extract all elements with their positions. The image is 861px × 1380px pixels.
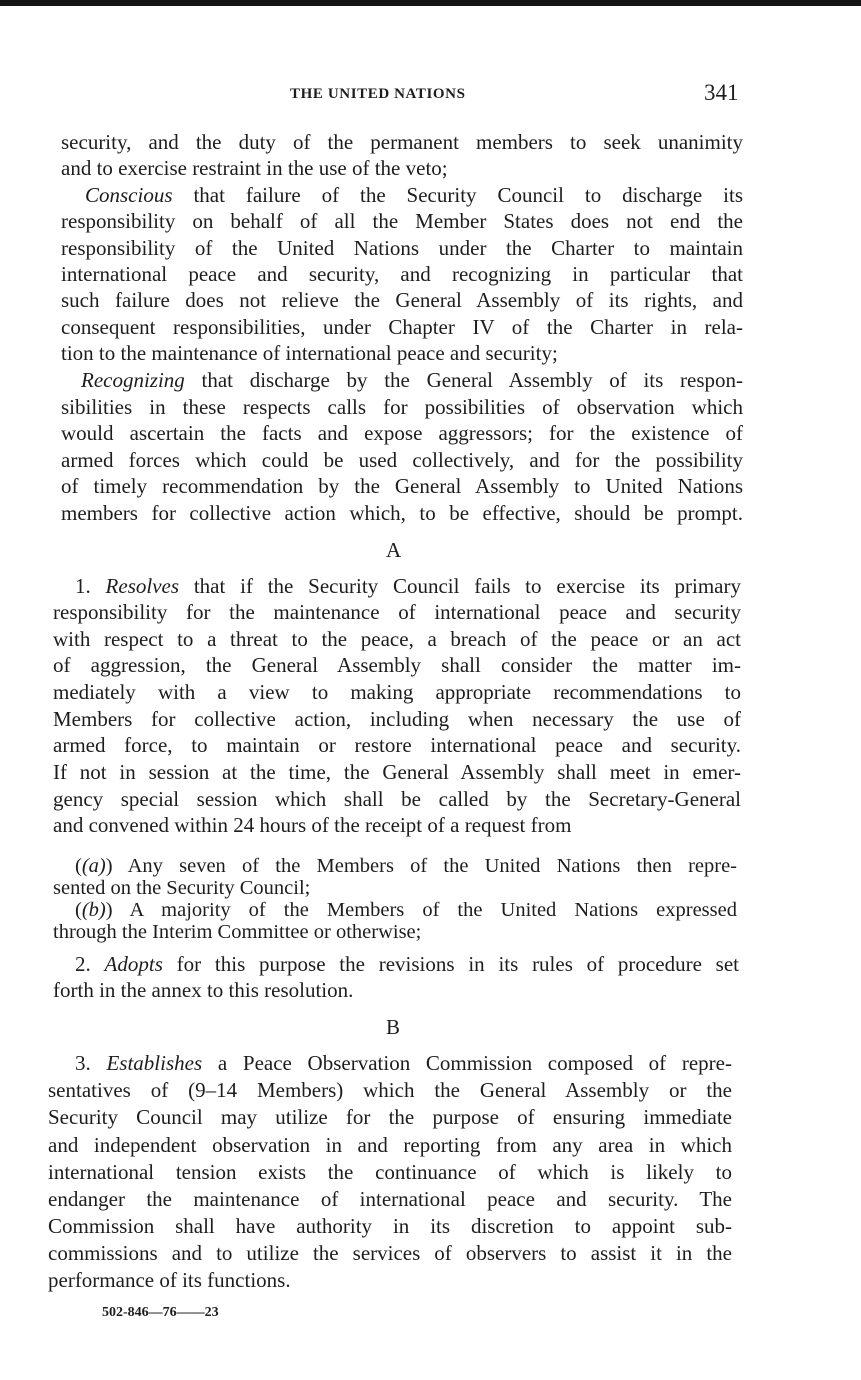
item-b-line-2: through the Interim Committee or otherwise;	[53, 921, 422, 943]
item-a-line-2: sented on the Security Council;	[53, 877, 311, 899]
item-a-line-1	[75, 855, 737, 877]
p2-line-2: responsibility on behalf of all the Member States does not end the	[61, 209, 743, 233]
section-heading-b: B	[386, 1015, 401, 1039]
b-para3-line-4: and independent observation in and reporting from any area in which	[48, 1133, 732, 1157]
section-heading-a: A	[386, 538, 402, 562]
item-b-letter: (b)	[81, 899, 106, 921]
p3-line-5: of timely recommendation by the General Assembly to United Nations	[61, 474, 743, 498]
a-para1-line-8: If not in session at the time, the General Assembly shall meet in emer-	[53, 760, 741, 784]
p3-line-1	[81, 367, 743, 393]
b-para3-number: 3.	[75, 1051, 107, 1075]
printer-code: 502-846—76——23	[102, 1305, 219, 1320]
b-para3-line-6: endanger the maintenance of international peace and security. The	[48, 1187, 732, 1211]
p2-line-1	[85, 182, 743, 208]
b-para3-line-2: sentatives of (9–14 Members) which the General Assembly or the	[48, 1078, 732, 1102]
p2-line-5: such failure does not relieve the General Assembly of its rights, and	[61, 288, 743, 312]
b-para3-line-5: international tension exists the continuance of which is likely to	[48, 1160, 732, 1184]
p2-line-6: consequent responsibilities, under Chapter IV of the Charter in rela-	[61, 315, 743, 339]
p1-line-2: and to exercise restraint in the use of the veto;	[61, 156, 448, 180]
p3-line-2: sibilities in these respects calls for possibilities of observation which	[61, 395, 743, 419]
p3-line-6: members for collective action which, to be effective, should be prompt.	[61, 501, 743, 525]
a-para1-line-2: responsibility for the maintenance of international peace and security	[53, 600, 741, 624]
p1-line-1: security, and the duty of the permanent members to seek unanimity	[61, 130, 743, 154]
p3-line-4: armed forces which could be used collectively, and for the possibility	[61, 448, 743, 472]
item-b-line-1	[75, 899, 737, 921]
a-para2-line-1-text: for this purpose the revisions in its rules of procedure set	[162, 952, 739, 976]
item-a-letter: (a)	[81, 855, 106, 877]
b-para3-lead-word: Establishes	[106, 1051, 203, 1075]
b-para3-line-8: commissions and to utilize the services of observers to assist it in the	[48, 1241, 732, 1265]
item-b-line-1-text: A majority of the Members of the United Nations expressed	[112, 899, 737, 921]
b-para3-line-3: Security Council may utilize for the purpose of ensuring immediate	[48, 1105, 732, 1129]
p3-line-3: would ascertain the facts and expose aggressors; for the existence of	[61, 421, 743, 445]
p2-lead-word: Conscious	[85, 183, 173, 207]
b-para3-line-9: performance of its functions.	[48, 1268, 291, 1292]
p2-line-3: responsibility of the United Nations under the Charter to maintain	[61, 236, 743, 260]
a-para2-line-2: forth in the annex to this resolution.	[53, 978, 354, 1002]
p2-line-7: tion to the maintenance of international peace and security;	[61, 341, 558, 365]
a-para1-line-1-text: that if the Security Council fails to exercise its primary	[179, 574, 741, 598]
a-para1-line-7: armed force, to maintain or restore international peace and security.	[53, 733, 741, 757]
top-border-rule	[0, 0, 861, 6]
a-para1-line-6: Members for collective action, including when necessary the use of	[53, 707, 741, 731]
a-para1-number: 1.	[75, 574, 106, 598]
a-para1-line-10: and convened within 24 hours of the receipt of a request from	[53, 813, 572, 837]
a-para2-lead-word: Adopts	[104, 952, 163, 976]
item-b-marker: ((b))	[75, 899, 113, 921]
a-para1-line-5: mediately with a view to making appropriate recommendations to	[53, 680, 741, 704]
b-para3-line-1-text: a Peace Observation Commission composed of repre-	[202, 1051, 732, 1075]
a-para1-lead-word: Resolves	[105, 574, 180, 598]
a-para2-number: 2.	[75, 952, 105, 976]
a-para2-line-1	[75, 951, 739, 977]
item-a-marker: ((a))	[75, 855, 113, 877]
b-para3-line-7: Commission shall have authority in its discretion to appoint sub-	[48, 1214, 732, 1238]
page-number: 341	[704, 80, 739, 105]
item-a-line-1-text: Any seven of the Members of the United Nations then repre-	[112, 855, 737, 877]
a-para1-line-4: of aggression, the General Assembly shall consider the matter im-	[53, 653, 741, 677]
b-para3-line-1	[75, 1050, 732, 1076]
a-para1-line-3: with respect to a threat to the peace, a breach of the peace or an act	[53, 627, 741, 651]
p2-line-1-text: that failure of the Security Council to discharge its	[172, 183, 743, 207]
p3-line-1-text: that discharge by the General Assembly of its respon-	[184, 368, 743, 392]
running-head-title: THE UNITED NATIONS	[290, 86, 466, 102]
p3-lead-word: Recognizing	[81, 368, 185, 392]
p2-line-4: international peace and security, and recognizing in particular that	[61, 262, 743, 286]
a-para1-line-9: gency special session which shall be called by the Secretary-General	[53, 787, 741, 811]
a-para1-line-1	[75, 573, 741, 599]
